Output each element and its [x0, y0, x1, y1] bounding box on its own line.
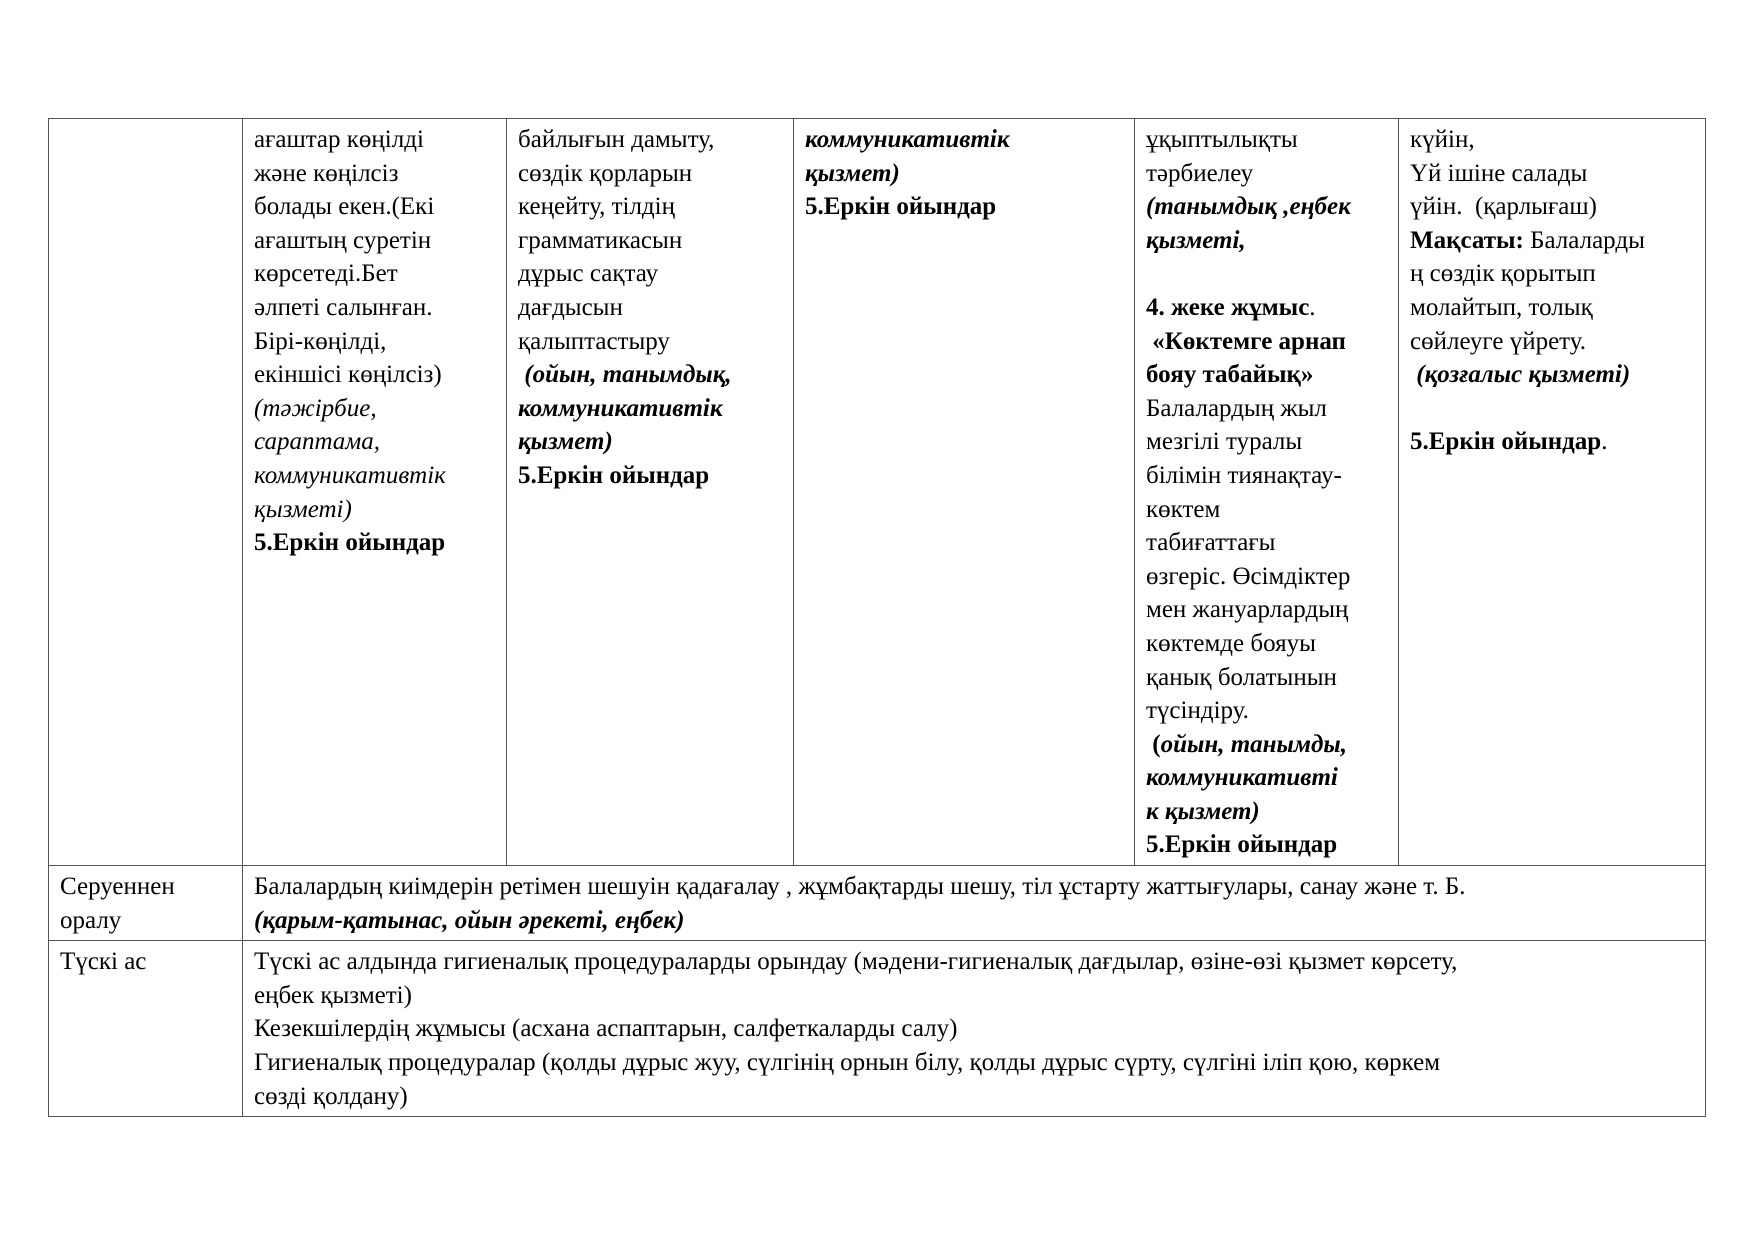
col-d-line: мезгілі туралы: [1146, 428, 1303, 456]
column-a-cell: [243, 119, 507, 866]
col-d-free-games: 5.Еркін ойындар: [1146, 831, 1338, 859]
lunch-line: Түскі ас алдында гигиеналық процедураларды орындау (мәдени-гигиеналық дағдылар, өзіне-өзі қызмет көрсету,: [254, 948, 1458, 976]
col-d-line: көктемде бояуы: [1146, 629, 1316, 657]
col-d-activity-type: коммуникативті: [1146, 764, 1338, 792]
col-b-line: сөздік қорларын: [518, 159, 693, 187]
col-c-activity-type: қызмет): [805, 159, 900, 187]
col-e-line: молайтып, толық: [1410, 293, 1593, 321]
col-b-line: дағдысын: [518, 293, 623, 321]
column-d-cell: [1135, 119, 1399, 866]
lunch-row: [49, 941, 1706, 1117]
col-a-line: және көңілсіз: [254, 159, 399, 187]
col-e-free-games-line: [1410, 425, 1694, 459]
col-b-line: грамматикасын: [518, 226, 683, 254]
col-d-line: өзгеріс. Өсімдіктер: [1146, 562, 1351, 590]
col-d-line: ұқыптылықты: [1146, 126, 1298, 153]
heading-dot: .: [1309, 293, 1316, 321]
col-e-line: сөйлеуге үйрету.: [1410, 327, 1587, 355]
col-a-line: болады екен.(Екі: [254, 193, 435, 221]
col-d-title: бояу табайық»: [1146, 361, 1314, 389]
col-d-spacer: [1146, 257, 1387, 291]
activity-row-continued: [49, 119, 1706, 866]
col-b-line: кеңейту, тілдің: [518, 193, 675, 221]
col-b-line: байлығын дамыту,: [518, 126, 715, 153]
return-from-walk-content: [243, 866, 1706, 941]
goal-text: Балаларды: [1523, 226, 1645, 254]
free-games-dot: .: [1601, 428, 1608, 456]
col-d-activity-line: [1146, 728, 1387, 762]
col-d-activity-type: қызметі,: [1146, 226, 1246, 254]
lunch-line: сөзді қолдану): [254, 1082, 408, 1110]
col-d-line: көктем: [1146, 495, 1221, 523]
col-d-activity-type: (танымдық ,еңбек: [1146, 193, 1351, 221]
column-e-cell: [1399, 119, 1706, 866]
col-c-activity-type: коммуникативтік: [805, 126, 1010, 153]
col-d-line: табиғаттағы: [1146, 529, 1276, 557]
col-e-free-games: 5.Еркін ойындар: [1410, 428, 1602, 456]
return-from-walk-row: [49, 866, 1706, 941]
col-a-activity-type: сараптама,: [254, 428, 381, 456]
col-a-line: Бірі-көңілді,: [254, 327, 387, 355]
col-b-line: қалыптастыру: [518, 327, 670, 355]
col-e-activity-type: (қозғалыс қызметі): [1410, 361, 1631, 389]
row-label-line: Түскі ас: [60, 948, 147, 976]
col-c-free-games: 5.Еркін ойындар: [805, 193, 997, 221]
col-d-title: «Көктемге арнап: [1146, 327, 1346, 355]
col-a-line: ағаштар көңілді: [254, 126, 424, 153]
lunch-line: еңбек қызметі): [254, 981, 412, 1009]
col-d-line: білімін тиянақтау-: [1146, 461, 1342, 489]
col-e-line: Үй ішіне салады: [1410, 159, 1588, 187]
col-d-activity-type: к қызмет): [1146, 797, 1260, 825]
goal-label: Мақсаты:: [1410, 226, 1524, 254]
col-d-line: түсіндіру.: [1146, 697, 1249, 725]
row-label-line: оралу: [60, 906, 122, 934]
col-a-free-games: 5.Еркін ойындар: [254, 529, 446, 557]
lunch-line: Кезекшілердің жұмысы (асхана аспаптарын, салфеткаларды салу): [254, 1015, 958, 1043]
row-label-cell: [49, 941, 243, 1117]
column-b-cell: [507, 119, 794, 866]
col-b-activity-type: коммуникативтік: [518, 394, 723, 422]
col-e-goal-line: [1410, 224, 1694, 258]
col-a-activity-type: (тәжірбие,: [254, 394, 377, 422]
col-b-line: дұрыс сақтау: [518, 260, 659, 288]
row-label-cell-empty: [49, 119, 243, 866]
col-b-activity-type: (ойын, танымдық,: [518, 361, 732, 389]
col-d-line: мен жануарлардың: [1146, 596, 1349, 624]
col-d-line: тәрбиелеу: [1146, 159, 1254, 187]
col-a-line: әлпеті салынған.: [254, 293, 433, 321]
col-e-spacer: [1410, 392, 1694, 426]
col-b-activity-type: қызмет): [518, 428, 613, 456]
row-label-cell: [49, 866, 243, 941]
return-text: Балалардың киімдерін ретімен шешуін қадағалау , жұмбақтарды шешу, тіл ұстарту жаттығулары, санау және т. Б.: [254, 873, 1466, 901]
individual-work-heading: 4. жеке жұмыс: [1146, 293, 1310, 321]
col-a-line: ағаштың суретін: [254, 226, 432, 254]
col-d-line: қанық болатынын: [1146, 663, 1337, 691]
col-e-line: үйін. (қарлығаш): [1410, 193, 1597, 221]
col-b-free-games: 5.Еркін ойындар: [518, 461, 710, 489]
lunch-line: Гигиеналық процедуралар (қолды дұрыс жуу, сүлгінің орнын білу, қолды дұрыс сүрту, сүлгіні іліп қою, көркем: [254, 1049, 1441, 1077]
col-e-line: күйін,: [1410, 126, 1475, 153]
col-a-line: екіншісі көңілсіз): [254, 361, 442, 389]
row-label-line: Серуеннен: [60, 873, 175, 901]
col-d-line: Балалардың жыл: [1146, 394, 1327, 422]
daily-plan-table: [48, 118, 1706, 1117]
paren-open: (: [1146, 730, 1161, 758]
col-a-activity-type: қызметі): [254, 495, 352, 523]
col-d-heading-line: [1146, 291, 1387, 325]
col-a-activity-type: коммуникативтік: [254, 461, 446, 489]
lunch-content: [243, 941, 1706, 1117]
col-d-activity-type: ойын, танымды,: [1160, 730, 1348, 758]
return-activity-type: (қарым-қатынас, ойын әрекеті, еңбек): [254, 906, 685, 934]
col-e-line: ң сөздік қорытып: [1410, 260, 1596, 288]
column-c-cell: [794, 119, 1135, 866]
col-a-line: көрсетеді.Бет: [254, 260, 398, 288]
